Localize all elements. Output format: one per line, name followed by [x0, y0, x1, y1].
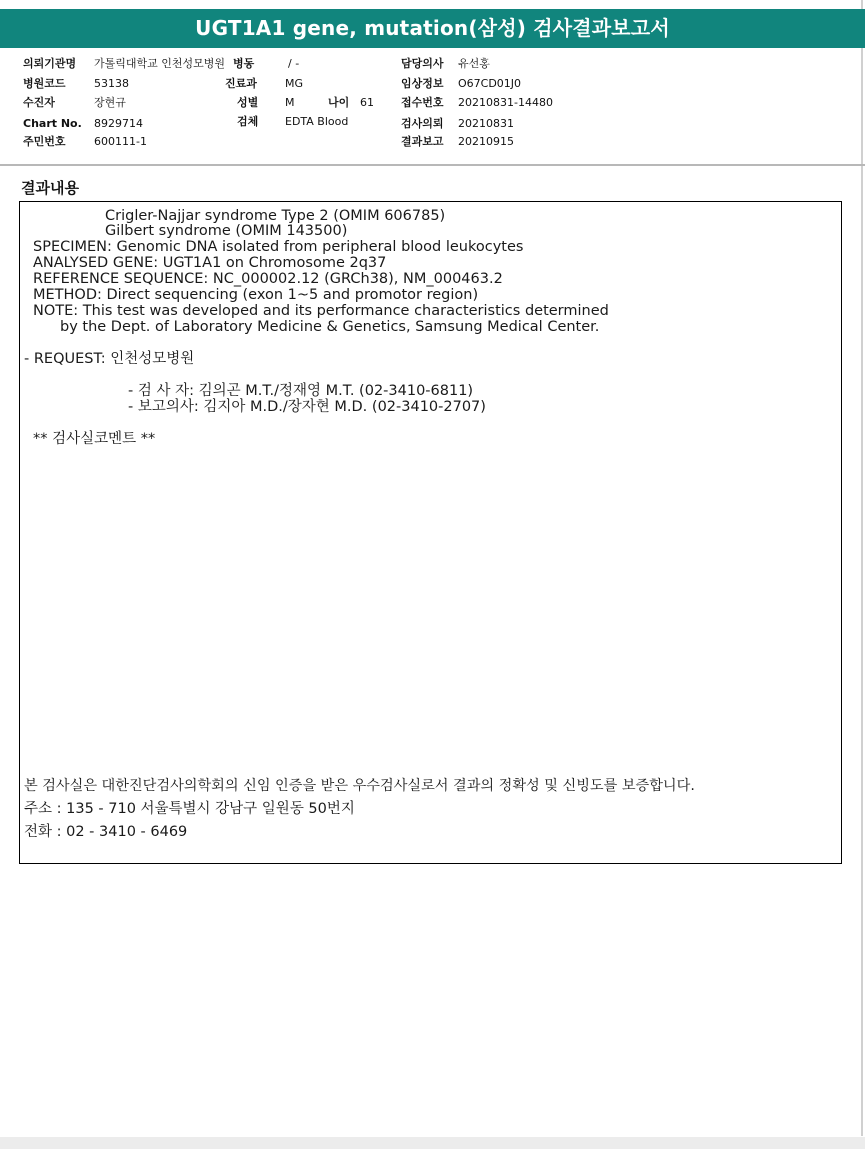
age-value: 61 [360, 96, 374, 109]
ward-value: / - [288, 57, 300, 70]
hospital-code-value: 53138 [94, 77, 129, 90]
sex-label: 성별 [237, 96, 259, 109]
results-box [19, 201, 842, 864]
resident-no-value: 600111-1 [94, 135, 147, 148]
patient-name-label: 수진자 [23, 96, 55, 109]
footer-strip [0, 1137, 865, 1149]
result-line-diagnosis-1: Crigler-Najjar syndrome Type 2 (OMIM 606785) [105, 208, 446, 224]
header-divider [0, 164, 865, 166]
result-line-note: NOTE: This test was developed and its performance characteristics determined [33, 303, 609, 319]
test-request-label: 검사의뢰 [401, 117, 444, 130]
department-label: 진료과 [225, 77, 257, 90]
resident-no-label: 주민번호 [23, 135, 66, 148]
result-report-label: 결과보고 [401, 135, 444, 148]
specimen-value: EDTA Blood [285, 115, 349, 128]
certification-text: 본 검사실은 대한진단검사의학회의 신임 인증을 받은 우수검사실로서 결과의 정확성 및 신빙도를 보증합니다. [24, 778, 695, 794]
result-line-method: METHOD: Direct sequencing (exon 1~5 and promotor region) [33, 287, 479, 303]
results-section-title: 결과내용 [21, 179, 79, 197]
sex-value: M [285, 96, 295, 109]
institution-value: 가톨릭대학교 인천성모병원 [94, 57, 226, 70]
clinical-info-value: O67CD01J0 [458, 77, 522, 90]
physician-label: 담당의사 [401, 57, 444, 70]
report-title: UGT1A1 gene, mutation(삼성) 검사결과보고서 [0, 9, 865, 48]
chart-no-value: 8929714 [94, 117, 143, 130]
result-line-request: - REQUEST: 인천성모병원 [24, 351, 195, 367]
result-line-reporting-physician: - 보고의사: 김지아 M.D./장자현 M.D. (02-3410-2707) [128, 399, 486, 415]
result-line-tester: - 검 사 자: 김의곤 M.T./정재영 M.T. (02-3410-6811) [128, 383, 474, 399]
result-line-specimen: SPECIMEN: Genomic DNA isolated from peripheral blood leukocytes [33, 239, 524, 255]
result-report-value: 20210915 [458, 135, 514, 148]
specimen-label: 검체 [237, 115, 259, 128]
ward-label: 병동 [233, 57, 255, 70]
patient-name-value: 장현규 [94, 96, 126, 109]
department-value: MG [285, 77, 304, 90]
result-line-lab-comment: ** 검사실코멘트 ** [33, 431, 156, 447]
hospital-code-label: 병원코드 [23, 77, 66, 90]
chart-no-label: Chart No. [23, 117, 82, 130]
receipt-no-value: 20210831-14480 [458, 96, 553, 109]
lab-phone: 전화 : 02 - 3410 - 6469 [24, 824, 188, 840]
patient-info-col2 [225, 54, 403, 154]
result-line-analysed-gene: ANALYSED GENE: UGT1A1 on Chromosome 2q37 [33, 255, 387, 271]
age-label: 나이 [328, 96, 350, 109]
patient-info-col3 [401, 54, 601, 154]
institution-label: 의뢰기관명 [23, 57, 77, 70]
result-line-note-cont: by the Dept. of Laboratory Medicine & Genetics, Samsung Medical Center. [60, 319, 600, 335]
result-line-reference-sequence: REFERENCE SEQUENCE: NC_000002.12 (GRCh38), NM_000463.2 [33, 271, 503, 287]
clinical-info-label: 임상정보 [401, 77, 444, 90]
lab-address: 주소 : 135 - 710 서울특별시 강남구 일원동 50번지 [24, 801, 355, 817]
test-request-value: 20210831 [458, 117, 514, 130]
physician-value: 유선홍 [458, 57, 490, 70]
result-line-diagnosis-2: Gilbert syndrome (OMIM 143500) [105, 223, 348, 239]
receipt-no-label: 접수번호 [401, 96, 444, 109]
